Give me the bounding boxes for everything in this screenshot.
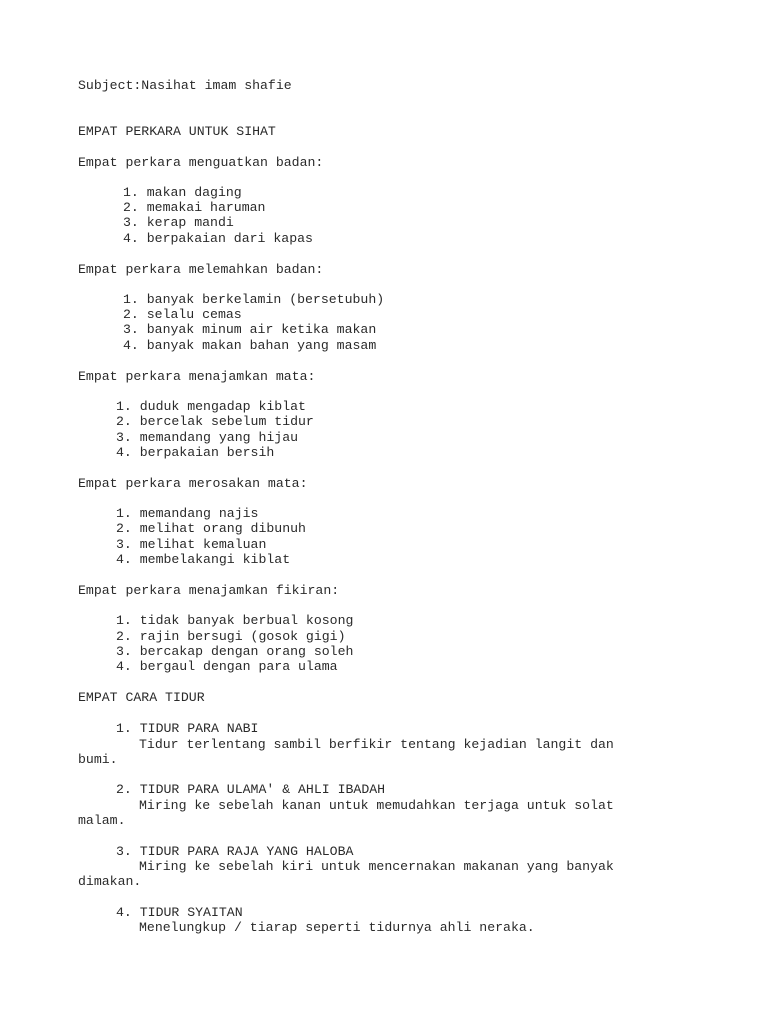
list-item: 4. membelakangi kiblat (116, 552, 291, 567)
group-title-sharpen-eyes: Empat perkara menajamkan mata: (78, 369, 316, 384)
group-title-sharpen-mind: Empat perkara menajamkan fikiran: (78, 583, 340, 598)
list-item: 2. selalu cemas (123, 307, 242, 322)
list-item: 2. bercelak sebelum tidur (116, 414, 314, 429)
list-item: 4. banyak makan bahan yang masam (123, 338, 377, 353)
sleep-item-title: 2. TIDUR PARA ULAMA' & AHLI IBADAH (116, 782, 386, 797)
list-item: 2. memakai haruman (123, 200, 266, 215)
list-item: 3. melihat kemaluan (116, 537, 267, 552)
list-item: 3. bercakap dengan orang soleh (116, 644, 354, 659)
sleep-item-title: 1. TIDUR PARA NABI (116, 721, 259, 736)
list-item: 3. kerap mandi (123, 215, 234, 230)
subject-line: Subject:Nasihat imam shafie (78, 78, 292, 93)
list-item: 1. tidak banyak berbual kosong (116, 613, 354, 628)
sleep-item-title: 4. TIDUR SYAITAN (116, 905, 243, 920)
list-item: 2. melihat orang dibunuh (116, 521, 306, 536)
sleep-item-desc: Miring ke sebelah kiri untuk mencernakan makanan yang banyak (139, 859, 614, 874)
list-item: 4. berpakaian dari kapas (123, 231, 313, 246)
list-item: 1. makan daging (123, 185, 242, 200)
section-heading-health: EMPAT PERKARA UNTUK SIHAT (78, 124, 276, 139)
sleep-item-desc-cont: malam. (78, 813, 126, 828)
sleep-item-desc-cont: bumi. (78, 752, 118, 767)
list-item: 3. memandang yang hijau (116, 430, 299, 445)
sleep-item-desc: Miring ke sebelah kanan untuk memudahkan terjaga untuk solat (139, 798, 614, 813)
list-item: 1. memandang najis (116, 506, 259, 521)
list-item: 3. banyak minum air ketika makan (123, 322, 377, 337)
group-title-weaken-body: Empat perkara melemahkan badan: (78, 262, 324, 277)
sleep-item-title: 3. TIDUR PARA RAJA YANG HALOBA (116, 844, 354, 859)
sleep-item-desc: Menelungkup / tiarap seperti tidurnya ahli neraka. (139, 920, 535, 935)
list-item: 1. duduk mengadap kiblat (116, 399, 306, 414)
group-title-strengthen-body: Empat perkara menguatkan badan: (78, 155, 324, 170)
section-heading-sleep: EMPAT CARA TIDUR (78, 690, 205, 705)
list-item: 1. banyak berkelamin (bersetubuh) (123, 292, 385, 307)
sleep-item-desc: Tidur terlentang sambil berfikir tentang kejadian langit dan (139, 737, 614, 752)
list-item: 4. bergaul dengan para ulama (116, 659, 338, 674)
list-item: 4. berpakaian bersih (116, 445, 275, 460)
group-title-damage-eyes: Empat perkara merosakan mata: (78, 476, 308, 491)
list-item: 2. rajin bersugi (gosok gigi) (116, 629, 346, 644)
sleep-item-desc-cont: dimakan. (78, 874, 142, 889)
